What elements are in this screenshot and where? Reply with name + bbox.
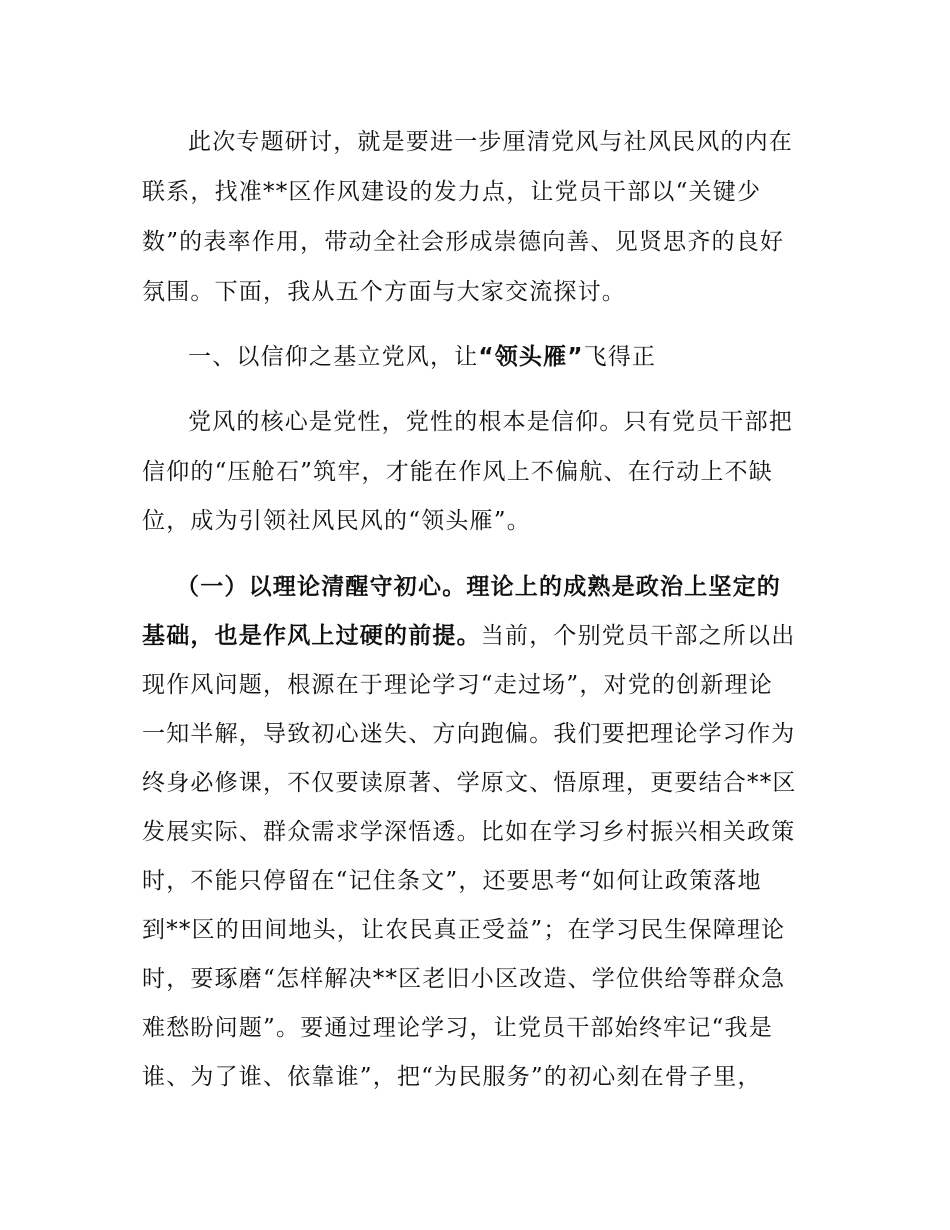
subsection-line-rest: 当前，个别党员干部之所以出: [480, 623, 796, 649]
section-heading-suffix: 飞得正: [583, 344, 657, 370]
intro-line: 氛围。下面，我从五个方面与大家交流探讨。: [142, 279, 626, 305]
subsection-body-line: 终身必修课，不仅要读原著、学原文、悟原理，更要结合**区: [142, 770, 797, 796]
intro-line: 联系，找准**区作风建设的发力点，让党员干部以“关键少: [142, 179, 762, 205]
subsection-body-line: 发展实际、群众需求学深悟透。比如在学习乡村振兴相关政策: [142, 819, 796, 845]
subsection-body-line: 时，不能只停留在“记住条文”，还要思考“如何让政策落地: [142, 868, 762, 894]
section-intro-line: 党风的核心是党性，党性的根本是信仰。只有党员干部把: [188, 409, 793, 435]
subsection-body-line: 到**区的田间地头，让农民真正受益”；在学习民生保障理论: [142, 917, 786, 943]
intro-line: 此次专题研讨，就是要进一步厘清党风与社风民风的内在: [188, 129, 793, 155]
section-heading: [188, 333, 868, 381]
subsection-body-line: 现作风问题，根源在于理论学习“走过场”，对党的创新理论: [142, 672, 773, 698]
subsection-title-line: （一）以理论清醒守初心。理论上的成熟是政治上坚定的: [176, 574, 781, 600]
subsection-body-line: 一知半解，导致初心迷失、方向跑偏。我们要把理论学习作为: [142, 721, 796, 747]
subsection-body-line: 时，要琢磨“怎样解决**区老旧小区改造、学位供给等群众急: [142, 966, 786, 992]
section-heading-emphasis: “领头雁”: [478, 344, 584, 370]
subsection-line: [142, 612, 822, 660]
subsection-body-line: 难愁盼问题”。要通过理论学习，让党员干部始终牢记“我是: [142, 1015, 773, 1041]
intro-line: 数”的表率作用，带动全社会形成崇德向善、见贤思齐的良好: [142, 229, 785, 255]
section-intro-line: 位，成为引领社风民风的“领头雁”。: [142, 508, 531, 534]
subsection-title-continuation: 基础，也是作风上过硬的前提。: [142, 623, 481, 649]
section-heading-prefix: 一、以信仰之基立党风，让: [188, 344, 479, 370]
section-intro-line: 信仰的“压舱石”筑牢，才能在作风上不偏航、在行动上不缺: [142, 459, 773, 485]
subsection-body-line: 谁、为了谁、依靠谁”，把“为民服务”的初心刻在骨子里，: [142, 1064, 762, 1090]
